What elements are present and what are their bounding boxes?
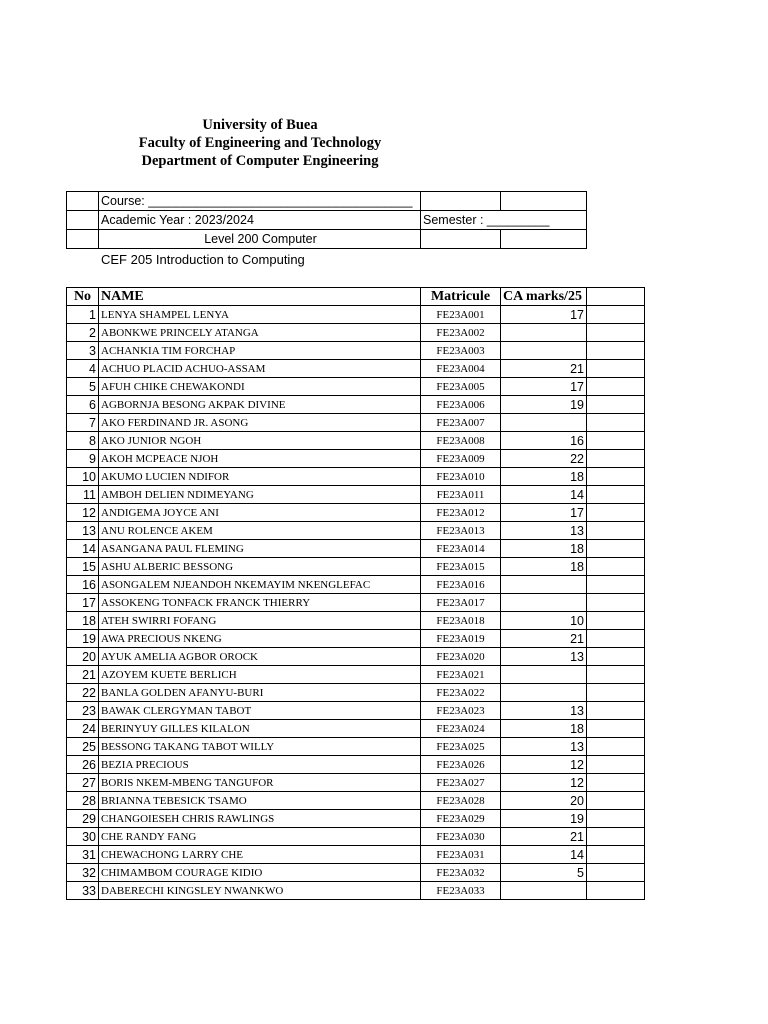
ca-mark: 5 <box>501 864 587 882</box>
table-row <box>67 792 645 810</box>
matricule: FE23A003 <box>421 342 501 360</box>
row-number: 4 <box>67 360 99 378</box>
extra-cell <box>587 360 645 378</box>
table-row <box>67 468 645 486</box>
matricule: FE23A002 <box>421 324 501 342</box>
row-number: 19 <box>67 630 99 648</box>
semester-field: Semester : _________ <box>421 211 587 230</box>
ca-mark: 13 <box>501 738 587 756</box>
extra-cell <box>587 738 645 756</box>
row-number: 13 <box>67 522 99 540</box>
course-row <box>67 192 587 211</box>
extra-cell <box>587 846 645 864</box>
matricule: FE23A006 <box>421 396 501 414</box>
table-row <box>67 432 645 450</box>
course-info-table <box>66 191 587 249</box>
ca-mark: 18 <box>501 720 587 738</box>
ca-mark: 14 <box>501 486 587 504</box>
row-number: 8 <box>67 432 99 450</box>
matricule: FE23A007 <box>421 414 501 432</box>
student-name: ASANGANA PAUL FLEMING <box>99 540 421 558</box>
extra-cell <box>587 342 645 360</box>
extra-cell <box>587 864 645 882</box>
ca-mark: 17 <box>501 306 587 324</box>
matricule: FE23A017 <box>421 594 501 612</box>
student-name: BRIANNA TEBESICK TSAMO <box>99 792 421 810</box>
table-row <box>67 504 645 522</box>
extra-cell <box>587 630 645 648</box>
table-row <box>67 450 645 468</box>
matricule: FE23A019 <box>421 630 501 648</box>
faculty-title: Faculty of Engineering and Technology <box>138 135 382 151</box>
table-row <box>67 720 645 738</box>
table-row <box>67 522 645 540</box>
row-number: 22 <box>67 684 99 702</box>
extra-cell <box>587 666 645 684</box>
extra-cell <box>587 594 645 612</box>
student-name: AMBOH DELIEN NDIMEYANG <box>99 486 421 504</box>
row-number: 30 <box>67 828 99 846</box>
ca-mark <box>501 594 587 612</box>
student-name: CHE RANDY FANG <box>99 828 421 846</box>
extra-cell <box>587 756 645 774</box>
row-number: 28 <box>67 792 99 810</box>
matricule: FE23A011 <box>421 486 501 504</box>
extra-cell <box>587 468 645 486</box>
row-number: 27 <box>67 774 99 792</box>
ca-mark: 17 <box>501 504 587 522</box>
row-number: 17 <box>67 594 99 612</box>
matricule: FE23A025 <box>421 738 501 756</box>
student-name: ABONKWE PRINCELY ATANGA <box>99 324 421 342</box>
student-name: ATEH SWIRRI FOFANG <box>99 612 421 630</box>
matricule: FE23A010 <box>421 468 501 486</box>
matricule: FE23A031 <box>421 846 501 864</box>
extra-cell <box>587 540 645 558</box>
table-row <box>67 684 645 702</box>
ca-mark: 19 <box>501 396 587 414</box>
row-number: 6 <box>67 396 99 414</box>
matricule: FE23A013 <box>421 522 501 540</box>
extra-cell <box>587 378 645 396</box>
row-number: 15 <box>67 558 99 576</box>
ca-mark: 10 <box>501 612 587 630</box>
matricule: FE23A029 <box>421 810 501 828</box>
student-name: AKO FERDINAND JR. ASONG <box>99 414 421 432</box>
matricule: FE23A027 <box>421 774 501 792</box>
student-name: ACHANKIA TIM FORCHAP <box>99 342 421 360</box>
extra-cell <box>587 810 645 828</box>
row-number: 23 <box>67 702 99 720</box>
matricule: FE23A008 <box>421 432 501 450</box>
col-no-header: No <box>67 288 99 306</box>
row-number: 16 <box>67 576 99 594</box>
matricule: FE23A026 <box>421 756 501 774</box>
student-name: ANDIGEMA JOYCE ANI <box>99 504 421 522</box>
extra-cell <box>587 522 645 540</box>
extra-cell <box>587 432 645 450</box>
extra-cell <box>587 828 645 846</box>
row-number: 20 <box>67 648 99 666</box>
table-row <box>67 378 645 396</box>
ca-mark: 20 <box>501 792 587 810</box>
row-number: 12 <box>67 504 99 522</box>
student-name: BESSONG TAKANG TABOT WILLY <box>99 738 421 756</box>
level-row <box>67 230 587 249</box>
ca-mark <box>501 414 587 432</box>
student-name: BERINYUY GILLES KILALON <box>99 720 421 738</box>
matricule: FE23A020 <box>421 648 501 666</box>
matricule: FE23A033 <box>421 882 501 900</box>
student-name: ACHUO PLACID ACHUO-ASSAM <box>99 360 421 378</box>
ca-mark: 13 <box>501 702 587 720</box>
extra-cell <box>587 450 645 468</box>
matricule: FE23A028 <box>421 792 501 810</box>
student-name: AKOH MCPEACE NJOH <box>99 450 421 468</box>
matricule: FE23A014 <box>421 540 501 558</box>
student-name: AGBORNJA BESONG AKPAK DIVINE <box>99 396 421 414</box>
matricule: FE23A015 <box>421 558 501 576</box>
table-row <box>67 360 645 378</box>
table-row <box>67 630 645 648</box>
student-name: AYUK AMELIA AGBOR OROCK <box>99 648 421 666</box>
matricule: FE23A012 <box>421 504 501 522</box>
table-row <box>67 702 645 720</box>
student-name: ASONGALEM NJEANDOH NKEMAYIM NKENGLEFAC <box>99 576 421 594</box>
student-name: BEZIA PRECIOUS <box>99 756 421 774</box>
academic-year: Academic Year : 2023/2024 <box>99 211 421 230</box>
extra-cell <box>587 306 645 324</box>
table-row <box>67 864 645 882</box>
student-name: CHEWACHONG LARRY CHE <box>99 846 421 864</box>
table-row <box>67 666 645 684</box>
ca-mark: 21 <box>501 630 587 648</box>
table-row <box>67 882 645 900</box>
ca-mark <box>501 684 587 702</box>
level: Level 200 Computer <box>99 230 421 249</box>
table-row <box>67 342 645 360</box>
row-number: 33 <box>67 882 99 900</box>
table-row <box>67 774 645 792</box>
row-number: 31 <box>67 846 99 864</box>
ca-mark: 17 <box>501 378 587 396</box>
matricule: FE23A023 <box>421 702 501 720</box>
table-row <box>67 558 645 576</box>
extra-cell <box>587 576 645 594</box>
ca-mark: 12 <box>501 774 587 792</box>
matricule: FE23A009 <box>421 450 501 468</box>
matricule: FE23A005 <box>421 378 501 396</box>
student-name: AKUMO LUCIEN NDIFOR <box>99 468 421 486</box>
table-row <box>67 594 645 612</box>
table-row <box>67 306 645 324</box>
extra-cell <box>587 684 645 702</box>
ca-mark <box>501 342 587 360</box>
col-name-header: NAME <box>99 288 421 306</box>
ca-mark: 21 <box>501 828 587 846</box>
row-number: 21 <box>67 666 99 684</box>
table-row <box>67 576 645 594</box>
table-row <box>67 612 645 630</box>
ca-mark: 14 <box>501 846 587 864</box>
extra-cell <box>587 702 645 720</box>
table-row <box>67 396 645 414</box>
academic-year-row <box>67 211 587 230</box>
ca-mark: 18 <box>501 558 587 576</box>
ca-mark: 13 <box>501 522 587 540</box>
department-title: Department of Computer Engineering <box>141 153 379 169</box>
course-field: Course: ______________________________________ <box>99 192 421 211</box>
table-row <box>67 828 645 846</box>
student-name: AKO JUNIOR NGOH <box>99 432 421 450</box>
extra-cell <box>587 720 645 738</box>
table-row <box>67 648 645 666</box>
course-code-title: CEF 205 Introduction to Computing <box>101 252 305 267</box>
ca-mark: 21 <box>501 360 587 378</box>
matricule: FE23A030 <box>421 828 501 846</box>
row-number: 14 <box>67 540 99 558</box>
row-number: 11 <box>67 486 99 504</box>
extra-cell <box>587 774 645 792</box>
ca-mark <box>501 576 587 594</box>
ca-mark <box>501 666 587 684</box>
row-number: 29 <box>67 810 99 828</box>
row-number: 7 <box>67 414 99 432</box>
student-name: AFUH CHIKE CHEWAKONDI <box>99 378 421 396</box>
matricule: FE23A022 <box>421 684 501 702</box>
ca-mark: 18 <box>501 540 587 558</box>
extra-cell <box>587 324 645 342</box>
matricule: FE23A018 <box>421 612 501 630</box>
student-name: DABERECHI KINGSLEY NWANKWO <box>99 882 421 900</box>
student-name: BANLA GOLDEN AFANYU-BURI <box>99 684 421 702</box>
ca-mark: 18 <box>501 468 587 486</box>
extra-cell <box>587 486 645 504</box>
student-name: CHANGOIESEH CHRIS RAWLINGS <box>99 810 421 828</box>
ca-mark <box>501 324 587 342</box>
row-number: 26 <box>67 756 99 774</box>
matricule: FE23A021 <box>421 666 501 684</box>
matricule: FE23A001 <box>421 306 501 324</box>
row-number: 2 <box>67 324 99 342</box>
student-name: AWA PRECIOUS NKENG <box>99 630 421 648</box>
student-name: LENYA SHAMPEL LENYA <box>99 306 421 324</box>
ca-mark <box>501 882 587 900</box>
table-row <box>67 324 645 342</box>
row-number: 25 <box>67 738 99 756</box>
ca-mark: 19 <box>501 810 587 828</box>
student-roster-table <box>66 287 645 900</box>
ca-mark: 22 <box>501 450 587 468</box>
university-title: University of Buea <box>202 117 318 133</box>
ca-mark: 13 <box>501 648 587 666</box>
student-name: BAWAK CLERGYMAN TABOT <box>99 702 421 720</box>
ca-mark: 16 <box>501 432 587 450</box>
row-number: 5 <box>67 378 99 396</box>
row-number: 24 <box>67 720 99 738</box>
table-header-row <box>67 288 645 306</box>
table-row <box>67 738 645 756</box>
row-number: 3 <box>67 342 99 360</box>
extra-cell <box>587 414 645 432</box>
table-row <box>67 540 645 558</box>
table-row <box>67 414 645 432</box>
extra-cell <box>587 792 645 810</box>
extra-cell <box>587 504 645 522</box>
extra-cell <box>587 648 645 666</box>
matricule: FE23A032 <box>421 864 501 882</box>
extra-cell <box>587 612 645 630</box>
student-name: BORIS NKEM-MBENG TANGUFOR <box>99 774 421 792</box>
row-number: 10 <box>67 468 99 486</box>
row-number: 9 <box>67 450 99 468</box>
matricule: FE23A024 <box>421 720 501 738</box>
row-number: 32 <box>67 864 99 882</box>
table-row <box>67 486 645 504</box>
table-row <box>67 810 645 828</box>
col-ca-header: CA marks/25 <box>501 288 587 306</box>
matricule: FE23A004 <box>421 360 501 378</box>
student-name: ASHU ALBERIC BESSONG <box>99 558 421 576</box>
student-name: CHIMAMBOM COURAGE KIDIO <box>99 864 421 882</box>
student-name: AZOYEM KUETE BERLICH <box>99 666 421 684</box>
matricule: FE23A016 <box>421 576 501 594</box>
table-row <box>67 756 645 774</box>
student-name: ANU ROLENCE AKEM <box>99 522 421 540</box>
student-name: ASSOKENG TONFACK FRANCK THIERRY <box>99 594 421 612</box>
table-row <box>67 846 645 864</box>
extra-cell <box>587 882 645 900</box>
col-matricule-header: Matricule <box>421 288 501 306</box>
row-number: 1 <box>67 306 99 324</box>
extra-cell <box>587 558 645 576</box>
row-number: 18 <box>67 612 99 630</box>
extra-cell <box>587 396 645 414</box>
ca-mark: 12 <box>501 756 587 774</box>
